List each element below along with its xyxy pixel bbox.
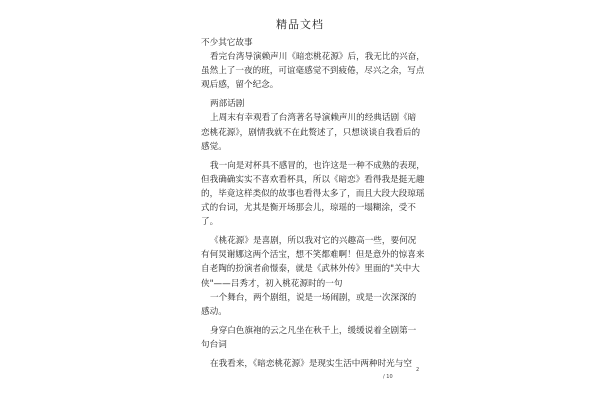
- text-line: 自老陶的扮演者俞憬泰，就是《武林外传》里面的"关中大: [201, 264, 420, 275]
- text-line: 式的台词，尤其是衡开场那会儿，琼瑶的一塌糊涂，受不: [201, 203, 416, 214]
- body-text: [201, 36, 425, 371]
- text-line: 有何炅谢娜这两个活宝，想不笑都难啊！但是意外的惊喜来: [201, 250, 425, 261]
- page-footer: / 10: [383, 374, 393, 380]
- text-line: 上周末有幸观看了台湾著名导演赖声川的经典话剧《暗: [210, 113, 417, 124]
- page-header: 精品文档: [276, 18, 324, 31]
- text-line: 但我确确实实不喜欢看杯具，所以《暗恋》看得我是挺无趣: [201, 174, 425, 185]
- text-line: 感动。: [201, 306, 227, 317]
- text-line: 的，毕竟这样类似的故事也看得太多了，而且大段大段琼瑶: [201, 188, 425, 199]
- text-line: 感觉。: [201, 141, 227, 152]
- text-line: 了。: [201, 217, 219, 228]
- text-line: 观后感，留个纪念。: [201, 80, 279, 91]
- text-line: 不少其它故事: [201, 38, 253, 48]
- page-number-mark: 2: [416, 367, 420, 373]
- text-line: 我一向是对杯具不感冒的，也许这是一种不成熟的表现，: [210, 160, 425, 171]
- text-line: 虽然上了一夜的班，可谊毫感觉不到疲倦，尽兴之余，写点: [201, 66, 425, 77]
- text-line: 在我看来，《暗恋桃花源》是现实生活中两种时光与空: [210, 358, 412, 369]
- text-line: 身穿白色旗袍的云之凡坐在秋千上，缓缓说着全剧第一: [210, 325, 417, 336]
- text-line: 《桃花源》是喜剧，所以我对它的兴趣高一些，要何况: [210, 236, 417, 247]
- text-line: 恋桃花源》，剧情我就不在此赘述了，只想谈谈自我看后的: [201, 127, 421, 138]
- text-line: 看完台湾导演赖声川《暗恋桃花源》后，我无比的兴奋，: [210, 52, 425, 63]
- text-line: 句台词: [201, 339, 227, 350]
- text-line: 一个舞台，两个剧组，说是一场闹剧，或是一次深深的: [210, 292, 417, 303]
- text-line: 两部话剧: [210, 99, 245, 110]
- text-line: 侠"——吕秀才，初入桃花源时的一句: [201, 278, 343, 289]
